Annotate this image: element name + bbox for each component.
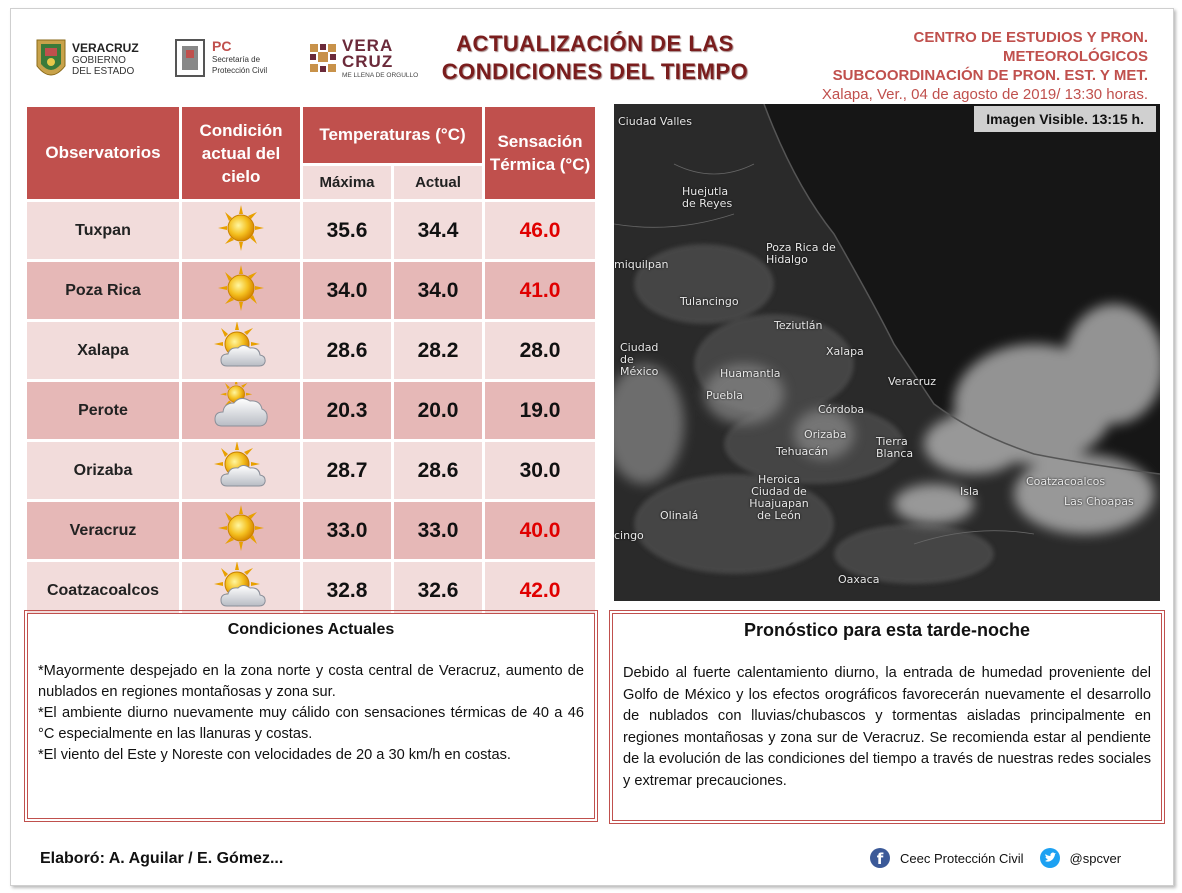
logo-pc-line2: Secretaría de	[212, 54, 261, 64]
city-label: Ciudad Valles	[618, 115, 692, 128]
header-sensacion: Sensación Térmica (°C)	[485, 107, 595, 199]
city-label: Isla	[960, 485, 979, 498]
cloudy-icon	[182, 382, 300, 439]
pronostico-title: Pronóstico para esta tarde-noche	[743, 620, 1031, 640]
city-label: Ciudad de México	[620, 341, 659, 378]
city-label: Las Choapas	[1064, 495, 1134, 508]
logo-pc-line1: PC	[212, 37, 232, 54]
logo-veracruz-line3: DEL ESTADO	[72, 66, 135, 77]
temp-max: 28.6	[303, 322, 391, 379]
city-label: Xalapa	[826, 345, 864, 358]
city-label: Veracruz	[888, 375, 937, 388]
temp-max: 34.0	[303, 262, 391, 319]
observatory-name: Xalapa	[27, 322, 179, 379]
sun-icon	[182, 502, 300, 559]
sun-icon	[182, 262, 300, 319]
temp-actual: 34.4	[394, 202, 482, 259]
table-row	[27, 322, 595, 379]
city-label: Teziutlán	[774, 319, 823, 332]
sun-cloud-icon	[182, 442, 300, 499]
observatory-name: Coatzacoalcos	[27, 562, 179, 619]
twitter-handle[interactable]: @spcver	[1069, 850, 1122, 866]
temp-actual: 32.6	[394, 562, 482, 619]
facebook-handle[interactable]: Ceec Protección Civil	[900, 850, 1024, 866]
facebook-icon[interactable]: f	[870, 848, 890, 868]
veracruz-government-logo	[34, 36, 139, 84]
veracruz-orgullo-logo	[308, 38, 418, 79]
satellite-time-badge: Imagen Visible. 13:15 h.	[974, 106, 1156, 132]
satellite-terrain	[614, 104, 1160, 601]
temp-actual: 28.6	[394, 442, 482, 499]
title-line2: CONDICIONES DEL TIEMPO	[441, 59, 749, 84]
city-label: Córdoba	[818, 403, 865, 416]
logo-veracruz-line1: VERACRUZ	[72, 41, 139, 55]
city-label: Tulancingo	[680, 295, 739, 308]
temp-actual: 20.0	[394, 382, 482, 439]
temp-actual: 34.0	[394, 262, 482, 319]
inst-line1: CENTRO DE ESTUDIOS Y PRON.	[913, 29, 1148, 46]
condiciones-actuales-title: Condiciones Actuales	[227, 621, 395, 638]
sensacion-termica: 40.0	[485, 502, 595, 559]
observatory-name: Perote	[27, 382, 179, 439]
temp-max: 33.0	[303, 502, 391, 559]
veracruz-shield-icon	[34, 36, 68, 84]
sensacion-termica: 41.0	[485, 262, 595, 319]
logo-vc-line2: CRUZ	[342, 52, 394, 71]
twitter-icon[interactable]	[1040, 848, 1060, 868]
temp-actual: 28.2	[394, 322, 482, 379]
pronostico-body: Debido al fuerte calentamiento diurno, la entrada de humedad proveniente del Golfo de México y los efectos orográficos favorecerán nuevamente el desarrollo de nublados con lluvias/chubascos y tormentas aisladas principalmente en regiones montañosas y zona sur de Veracruz. Se recomienda estar al pendiente de la evolución de las condiciones del tiempo a través de nuestras redes sociales y extremar precauciones.	[623, 665, 1151, 789]
temp-max: 28.7	[303, 442, 391, 499]
city-label: Poza Rica de Hidalgo	[766, 241, 836, 266]
social-links	[870, 848, 1121, 868]
sensacion-termica: 42.0	[485, 562, 595, 619]
city-label: Huejutla de Reyes	[682, 185, 733, 210]
observatory-name: Tuxpan	[27, 202, 179, 259]
institution-header	[822, 28, 1148, 104]
table-row	[27, 502, 595, 559]
city-label: miquilpan	[614, 258, 669, 271]
header-condicion: Condición actual del cielo	[182, 107, 300, 199]
header-temperaturas: Temperaturas (°C)	[303, 107, 482, 163]
sensacion-termica: 28.0	[485, 322, 595, 379]
temp-max: 20.3	[303, 382, 391, 439]
inst-line2: METEOROLÓGICOS	[1002, 48, 1148, 65]
city-label: Heroica Ciudad de Huajuapan de León	[749, 473, 809, 522]
condiciones-item: *El ambiente diurno nuevamente muy cálido con sensaciones térmicas de 40 a 46 °C especialmente en las llanuras y costas.	[38, 705, 584, 742]
table-row	[27, 202, 595, 259]
inst-line3: SUBCOORDINACIÓN DE PRON. EST. Y MET.	[832, 67, 1148, 84]
author-credit: Elaboró: A. Aguilar / E. Gómez...	[40, 850, 284, 867]
table-row	[27, 262, 595, 319]
city-label: Coatzacoalcos	[1026, 475, 1106, 488]
veracruz-pattern-icon	[308, 42, 338, 76]
condiciones-item: *El viento del Este y Noreste con velocidades de 20 a 30 km/h en costas.	[38, 747, 511, 763]
satellite-image	[614, 104, 1160, 601]
report-date: Xalapa, Ver., 04 de agosto de 2019/ 13:30 horas.	[821, 86, 1148, 103]
condiciones-item: *Mayormente despejado en la zona norte y costa central de Veracruz, aumento de nublados en regiones montañosas y zona sur.	[38, 663, 584, 700]
sensacion-termica: 19.0	[485, 382, 595, 439]
temp-actual: 33.0	[394, 502, 482, 559]
proteccion-civil-logo	[172, 36, 267, 80]
sensacion-termica: 30.0	[485, 442, 595, 499]
condiciones-actuales-panel	[27, 613, 595, 819]
observatory-name: Veracruz	[27, 502, 179, 559]
city-label: Puebla	[706, 389, 743, 402]
city-label: Olinalá	[660, 509, 699, 522]
observatory-name: Poza Rica	[27, 262, 179, 319]
pronostico-panel	[612, 613, 1162, 821]
header-observatorios: Observatorios	[27, 107, 179, 199]
table-row	[27, 382, 595, 439]
temp-max: 32.8	[303, 562, 391, 619]
table-row	[27, 562, 595, 619]
header-maxima: Máxima	[303, 166, 391, 199]
logo-vc-line3: ME LLENA DE ORGULLO	[342, 72, 419, 79]
observatories-table	[24, 104, 598, 622]
sun-icon	[182, 202, 300, 259]
page-title	[420, 30, 770, 86]
city-label: Orizaba	[804, 428, 847, 441]
logo-pc-line3: Protección Civil	[212, 65, 268, 75]
city-label: cingo	[614, 529, 644, 542]
logo-vc-line1: VERA	[342, 36, 394, 55]
header-actual: Actual	[394, 166, 482, 199]
logo-veracruz-line2: GOBIERNO	[72, 55, 126, 66]
city-label: Huamantla	[720, 367, 781, 380]
observatory-name: Orizaba	[27, 442, 179, 499]
sun-cloud-icon	[182, 322, 300, 379]
table-row	[27, 442, 595, 499]
temp-max: 35.6	[303, 202, 391, 259]
city-label: Oaxaca	[838, 573, 880, 586]
title-line1: ACTUALIZACIÓN DE LAS	[456, 31, 734, 56]
sun-cloud-icon	[182, 562, 300, 619]
sensacion-termica: 46.0	[485, 202, 595, 259]
pc-emblem-icon	[172, 36, 208, 80]
city-label: Tierra Blanca	[876, 435, 914, 460]
city-label: Tehuacán	[776, 445, 829, 458]
